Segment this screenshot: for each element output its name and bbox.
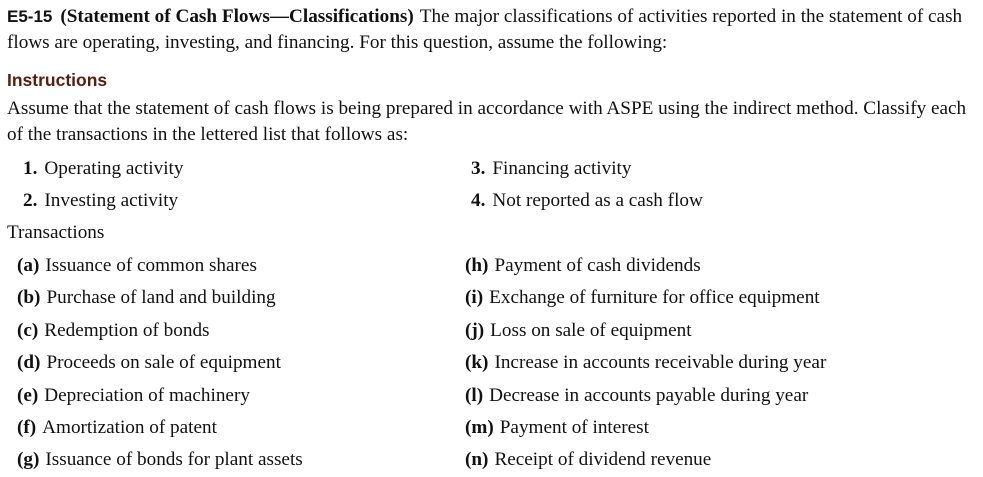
exercise-title: (Statement of Cash Flows—Classifications) [60, 6, 414, 27]
classification-column-right [471, 153, 983, 217]
transaction-item [17, 380, 465, 412]
transaction-letter: (m) [465, 417, 494, 439]
transaction-text: Exchange of furniture for office equipment [489, 287, 820, 309]
transaction-letter: (e) [17, 384, 39, 406]
transaction-letter: (d) [17, 352, 41, 374]
transaction-letter: (g) [17, 449, 40, 471]
transaction-text: Depreciation of machinery [44, 384, 250, 406]
instructions-heading: Instructions [7, 70, 108, 90]
transaction-item [465, 282, 983, 314]
classification-label: Financing activity [492, 158, 632, 179]
transaction-letter: (f) [17, 417, 37, 439]
transaction-item [465, 250, 983, 282]
transaction-item [465, 412, 983, 444]
transaction-item [465, 444, 983, 476]
transactions-list [17, 250, 979, 477]
classification-number: 3. [471, 158, 486, 179]
classification-item [471, 185, 983, 217]
transaction-letter: (a) [17, 255, 40, 276]
classification-item [471, 153, 983, 185]
classification-item [23, 185, 471, 217]
transaction-letter: (b) [17, 287, 41, 309]
transaction-text: Purchase of land and building [46, 287, 276, 309]
exercise-intro [7, 4, 979, 56]
transaction-item [17, 250, 465, 282]
transaction-text: Proceeds on sale of equipment [46, 352, 281, 374]
transaction-text: Payment of cash dividends [494, 255, 701, 276]
transaction-item [17, 347, 465, 379]
classification-item [23, 153, 471, 185]
transaction-text: Decrease in accounts payable during year [489, 384, 809, 406]
transaction-item [17, 412, 465, 444]
transaction-item [17, 315, 465, 347]
transaction-text: Redemption of bonds [44, 319, 210, 341]
exercise-page [7, 4, 979, 477]
transaction-letter: (l) [465, 384, 484, 406]
transaction-item [465, 380, 983, 412]
transaction-letter: (n) [465, 449, 489, 471]
transactions-column-right [465, 250, 983, 477]
classification-label: Investing activity [44, 190, 179, 211]
transaction-letter: (i) [465, 287, 484, 309]
classification-number: 2. [23, 190, 38, 211]
transaction-text: Issuance of bonds for plant assets [45, 449, 303, 471]
transaction-text: Issuance of common shares [45, 255, 257, 276]
transaction-item [465, 315, 983, 347]
classification-list [23, 153, 979, 217]
transaction-letter: (j) [465, 319, 485, 341]
transaction-letter: (h) [465, 255, 489, 276]
transaction-text: Amortization of patent [42, 417, 217, 439]
transaction-item [17, 282, 465, 314]
transactions-column-left [17, 250, 465, 477]
transaction-item [17, 444, 465, 476]
exercise-intro-text: The major classifications of activities reported in the statement of cash flows are operating, investing, and financing. For this question, assume the following: [7, 6, 963, 53]
transaction-text: Increase in accounts receivable during year [494, 352, 827, 374]
instructions-text: Assume that the statement of cash flows is being prepared in accordance with ASPE using the indirect method. Classify each of the transactions in the lettered list that follows as: [7, 98, 967, 145]
classification-column-left [23, 153, 471, 217]
exercise-code: E5-15 [7, 7, 53, 26]
transaction-text: Receipt of dividend revenue [494, 449, 712, 471]
transactions-label: Transactions [7, 222, 105, 243]
transaction-letter: (k) [465, 352, 489, 374]
transaction-item [465, 347, 983, 379]
classification-label: Operating activity [44, 158, 184, 179]
classification-number: 4. [471, 190, 486, 211]
transaction-letter: (c) [17, 319, 39, 341]
transaction-text: Loss on sale of equipment [490, 319, 692, 341]
classification-label: Not reported as a cash flow [492, 190, 703, 211]
transaction-text: Payment of interest [499, 417, 649, 439]
classification-number: 1. [23, 158, 38, 179]
